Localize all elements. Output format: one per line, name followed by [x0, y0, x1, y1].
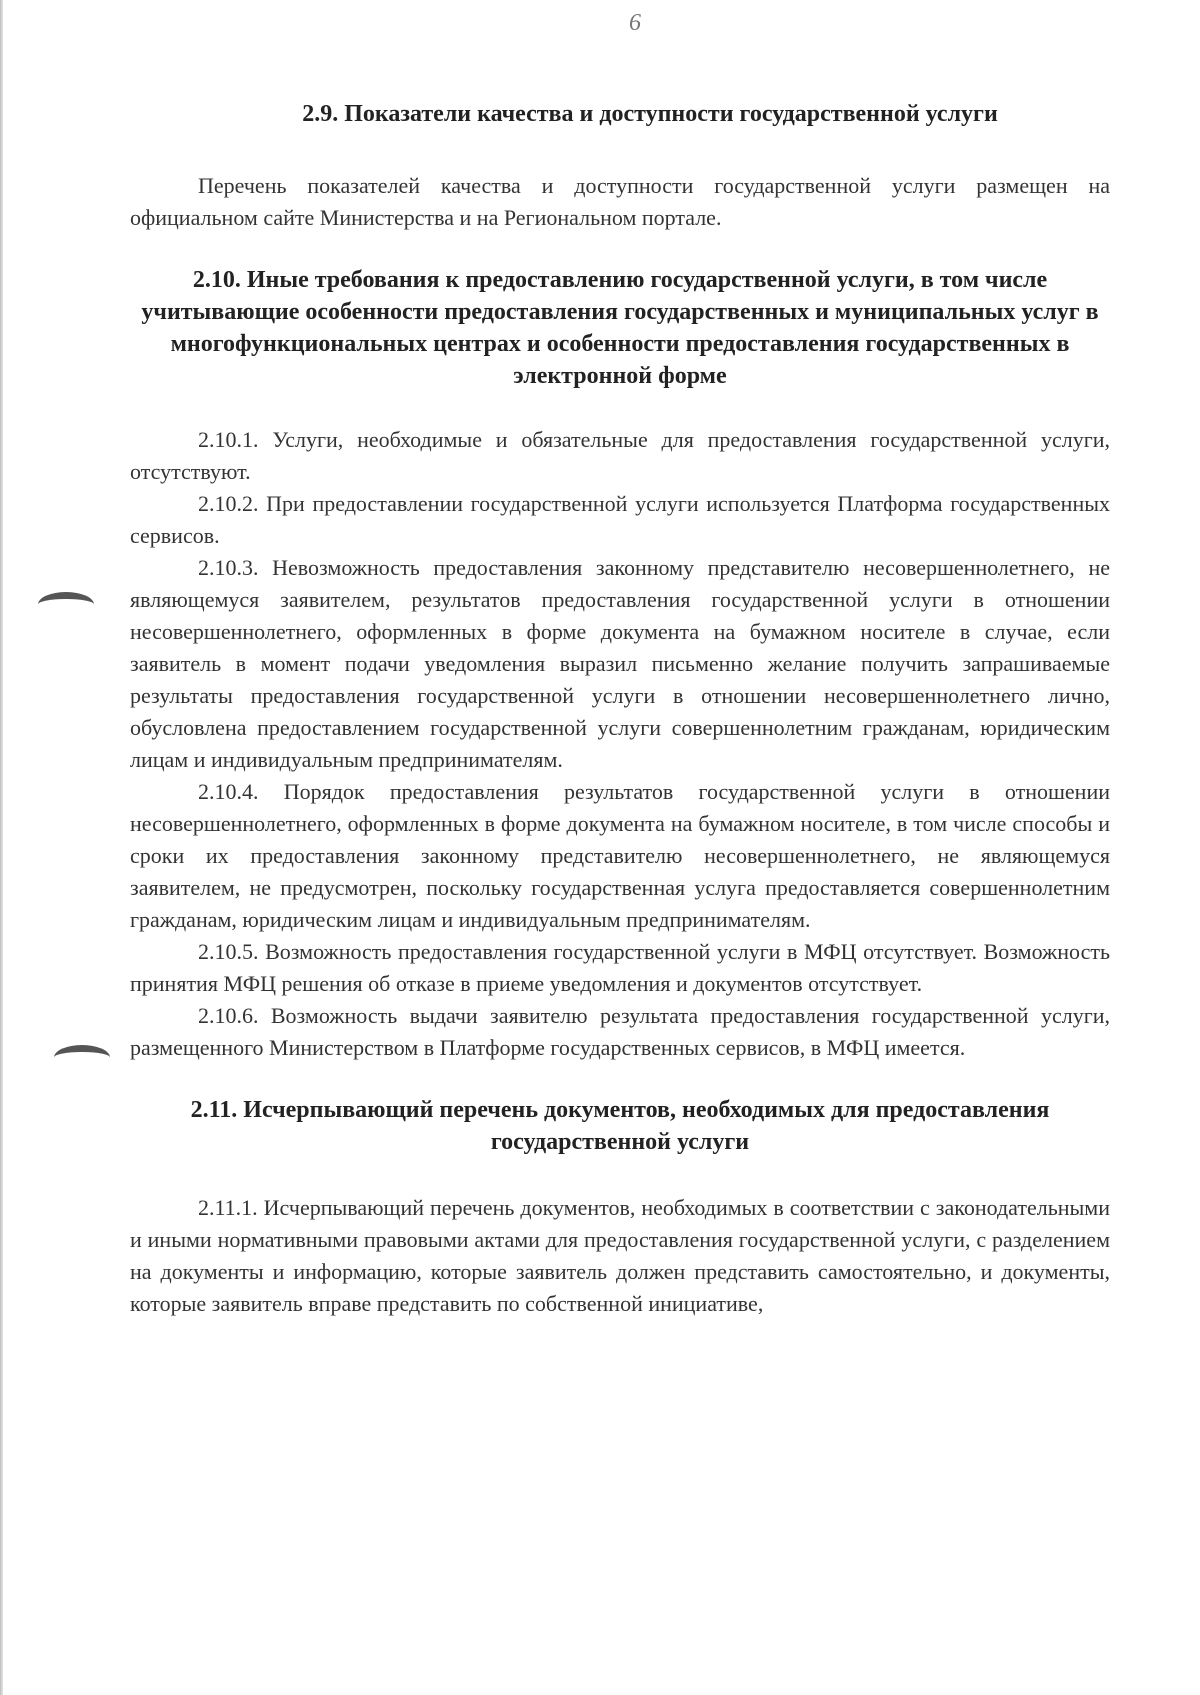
- paragraph-2-10-5: 2.10.5. Возможность предоставления государственной услуги в МФЦ отсутствует. Возможность принятия МФЦ решения об отказе в приеме уведомления и документов отсутствует.: [130, 939, 1110, 996]
- paragraph-2-10-6: 2.10.6. Возможность выдачи заявителю результата предоставления государственной услуги, размещенного Министерством в Платформе государственных сервисов, в МФЦ имеется.: [130, 1003, 1110, 1060]
- paragraph-2-10-2: 2.10.2. При предоставлении государственной услуги используется Платформа государственных сервисов.: [130, 491, 1110, 548]
- paragraph-2-11-1: 2.11.1. Исчерпывающий перечень документов, необходимых в соответствии с законодательными и иными нормативными правовыми актами для предоставления государственной услуги, с разделением на документы и информацию, которые заявитель должен представить самостоятельно, и документы, которые заявитель вправе представить по собственной инициативе,: [130, 1195, 1110, 1316]
- section-heading-2-11: 2.11. Исчерпывающий перечень документов, необходимых для предоставления государственной услуги: [190, 1097, 1050, 1155]
- hole-punch-mark: [38, 592, 94, 617]
- page-number: 6: [629, 10, 641, 36]
- scan-left-edge: [0, 0, 3, 1695]
- document-body: [130, 98, 1110, 1320]
- section-heading-2-9: 2.9. Показатели качества и доступности государственной услуги: [302, 101, 998, 127]
- paragraph-2-10-3: 2.10.3. Невозможность предоставления законному представителю несовершеннолетнего, не являющемуся заявителем, результатов предоставления государственной услуги в отношении несовершеннолетнего, оформленных в форме документа на бумажном носителе в случае, если заявитель в момент подачи уведомления выразил письменно желание получить запрашиваемые результаты предоставления государственной услуги в отношении несовершеннолетнего лично, обусловлена предоставлением государственной услуги совершеннолетним гражданам, юридическим лицам и индивидуальным предпринимателям.: [130, 555, 1110, 772]
- paragraph-2-10-4: 2.10.4. Порядок предоставления результатов государственной услуги в отношении несовершеннолетнего, оформленных в форме документа на бумажном носителе, в том числе способы и сроки их предоставления законному представителю несовершеннолетнего, не являющемуся заявителем, не предусмотрен, поскольку государственная услуга предоставляется совершеннолетним гражданам, юридическим лицам и индивидуальным предпринимателям.: [130, 779, 1110, 932]
- hole-punch-mark: [54, 1045, 110, 1070]
- paragraph-2-9: Перечень показателей качества и доступности государственной услуги размещен на официальном сайте Министерства и на Региональном портале.: [130, 173, 1110, 230]
- section-heading-2-10: 2.10. Иные требования к предоставлению государственной услуги, в том числе учитывающие особенности предоставления государственных и муниципальных услуг в многофункциональных центрах и особенности предоставления государственных в электронной форме: [141, 267, 1099, 389]
- paragraph-2-10-1: 2.10.1. Услуги, необходимые и обязательные для предоставления государственной услуги, отсутствуют.: [130, 427, 1110, 484]
